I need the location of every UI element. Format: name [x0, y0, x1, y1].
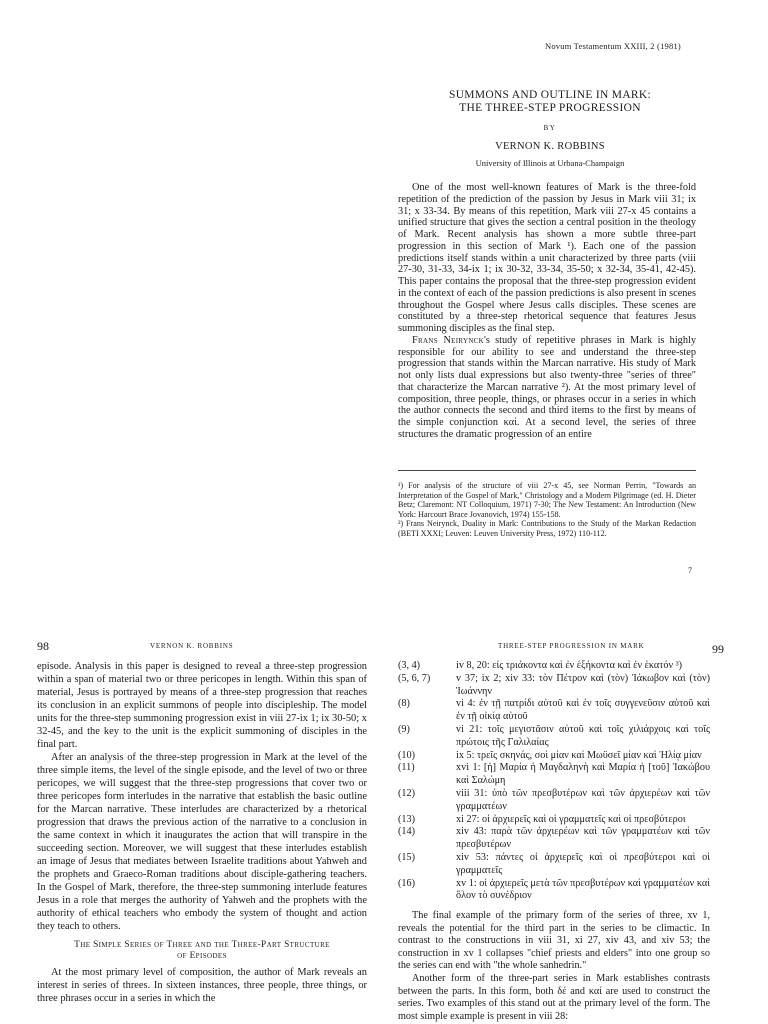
page-number-99: 99 — [712, 642, 724, 656]
list-item — [398, 878, 710, 904]
page7-paragraph-1: One of the most well-known features of Mark is the three-fold repetition of the prediction of the passion by Jesus in Mark viii 31; ix 31; x 33-34. By means of this repetition, Mark viii 27-x 45 contains a unified structure that gives the section a central position in the theology of Mark. Recent analysis has shown a more subtle three-part progression in this section of Mark ¹). Each one of the passion predictions itself stands within a unit characterized by three parts (viii 27-30, 31-33, 34-ix 1; ix 30-32, 33-34, 35-50; x 32-34, 35-41, 42-45). This paper contains the proposal that the three-step progression evident in the context of each of the passion predictions is also present in scenes throughout the Gospel where Jesus calls disciples. These scenes are constituted by a three-step rhetorical sequence that features Jesus summoning disciples as the final step. — [398, 182, 696, 334]
title-line-1: SUMMONS AND OUTLINE IN MARK: — [449, 89, 651, 101]
entry-text: xiv 53: πάντες οἱ ἀρχιερεῖς καὶ οἱ πρεσβύτεροι καὶ οἱ γραμματεῖς — [456, 851, 710, 876]
entry-text: vi 4: ἐν τῇ πατρίδι αὐτοῦ καὶ ἐν τοῖς συγγενεῦσιν αὐτοῦ καὶ ἐν τῇ οἰκίᾳ αὐτοῦ — [456, 698, 710, 723]
page-number-98: 98 — [37, 639, 49, 653]
footnote-2: ²) Frans Neirynck, Duality in Mark: Contributions to the Study of the Markan Redaction (BETI XXXI; Leuven: Leuven University Press, 1972) 110-112. — [398, 519, 696, 538]
footnote-1: ¹) For analysis of the structure of viii 27-x 45, see Norman Perrin, "Towards an Interpretation of the Gospel of Mark," Christology and a Modern Pilgrimage (ed. H. Dieter Betz; Claremont: NT Colloquium, 1971) 7-30; The New Testament: An Introduction (New York: Harcourt Brace Jovanovich, 1974) 155-158. — [398, 481, 696, 519]
running-header-right: THREE-STEP PROGRESSION IN MARK — [498, 642, 645, 650]
page7-paragraph-2-text: 's study of repetitive phrases in Mark is highly responsible for our ability to see and understand the three-step progression that stands within the Marcan narrative. His study of Mark not only lists dual expressions but also twenty-three "series of three" that characterize the Marcan narrative ²). At the most primary level of composition, three people, things, or phrases occur in a series in which the author connects the second and third items to the first by means of the simple conjunction καί. At a second level, the series of three structures the dramatic progression of an entire — [398, 334, 696, 440]
entry-label: (10) — [398, 749, 415, 761]
entry-label: (5, 6, 7) — [398, 672, 431, 684]
section-heading-line-1: The Simple Series of Three and the Three-Part Structure — [74, 940, 330, 950]
list-item — [398, 750, 710, 763]
page7-footnotes — [398, 481, 696, 539]
entry-label: (16) — [398, 877, 415, 889]
author-affiliation: University of Illinois at Urbana-Champaign — [475, 158, 625, 168]
page98-paragraph-2: After an analysis of the three-step progression in Mark at the level of the three simple items, the level of the single episode, and the level of two or three pericopes, we will suggest that the three-step progressions that cover two or three pericopes form interludes in the narrative that establish the basic outline for the Marcan narrative. These interludes are characterized by a rhetorical progression that draws the previous action of the narrative to a conclusion in the same context in which it inaugurates the action that will transpire in the succeeding section. Moreover, we will suggest that these interludes establish an image of Jesus that mediates between Israelite traditions about Yahweh and the prophets and Graeco-Roman traditions about disciple-gathering teachers. In the Gospel of Mark, therefore, the three-step summoning interlude features Jesus in a role that merges the authority of Yahweh and the prophets with the authority of ethical teachers who embody the system of thought and action they teach to others. — [37, 752, 367, 932]
list-item — [398, 724, 710, 750]
page98-paragraph-1: episode. Analysis in this paper is designed to reveal a three-step progression within a span of material two or three pericopes in length. Within this span of material, Jesus is portrayed by means of a three-step progression that reaches its conclusion in an explicit summons of people into discipleship. The model units for the three-step summoning progression exist in viii 27-ix 1; ix 30-50; x 32-45, and the key to the unit is the explicit summoning of disciples in the final part. — [37, 661, 367, 750]
list-item — [398, 826, 710, 852]
page98-paragraph-3: At the most primary level of composition, the author of Mark reveals an interest in series of threes. In sixteen instances, three people, three things, or three phrases occur in a series in which the — [37, 967, 367, 1004]
author-name: VERNON K. ROBBINS — [495, 141, 605, 152]
entry-text: v 37; ix 2; xiv 33: τὸν Πέτρον καὶ (τὸν) Ἰάκωβον καὶ (τὸν) Ἰωάννην — [456, 672, 710, 697]
footnote-rule — [398, 470, 696, 471]
page98-body — [37, 660, 367, 1005]
author-reference-neirynck: Frans Neirynck — [412, 334, 485, 346]
entry-label: (14) — [398, 826, 415, 838]
entry-label: (13) — [398, 813, 415, 825]
entry-label: (8) — [398, 698, 410, 710]
greek-series-list — [398, 660, 710, 903]
entry-label: (12) — [398, 787, 415, 799]
page7-paragraph-2 — [398, 335, 696, 441]
entry-label: (3, 4) — [398, 660, 421, 671]
entry-label: (15) — [398, 851, 415, 863]
journal-reference: Novum Testamentum XXIII, 2 (1981) — [545, 41, 681, 51]
entry-text: xi 27: οἱ ἀρχιερεῖς καὶ οἱ γραμματεῖς καὶ οἱ πρεσβύτεροι — [456, 813, 686, 825]
page-number-7: 7 — [688, 566, 692, 575]
entry-text: xiv 43: παρὰ τῶν ἀρχιερέων καὶ τῶν γραμματέων καὶ τῶν πρεσβυτέρων — [456, 826, 710, 851]
article-title — [400, 89, 700, 115]
entry-text: ix 5: τρεῖς σκηνάς, σοὶ μίαν καὶ Μωϋσεῖ μίαν καὶ Ἠλίᾳ μίαν — [456, 749, 702, 761]
entry-text: vi 21: τοῖς μεγιστᾶσιν αὐτοῦ καὶ τοῖς χιλιάρχοις καὶ τοῖς πρώτοις τῆς Γαλιλαίας — [456, 723, 710, 748]
list-item — [398, 698, 710, 724]
page7-body — [398, 182, 696, 441]
entry-text: viii 31: ὑπὸ τῶν πρεσβυτέρων καὶ τῶν ἀρχιερέων καὶ τῶν γραμματέων — [456, 787, 710, 812]
entry-text: xvi 1: [ἡ] Μαρία ἡ Μαγδαληνὴ καὶ Μαρία ἡ [τοῦ] Ἰακώβου καὶ Σαλώμη — [456, 762, 710, 787]
entry-label: (9) — [398, 723, 410, 735]
list-item — [398, 673, 710, 699]
by-label: BY — [543, 124, 557, 132]
list-item — [398, 660, 710, 673]
section-heading-line-2: of Episodes — [177, 951, 227, 961]
entry-text: xv 1: οἱ ἀρχιερεῖς μετὰ τῶν πρεσβυτέρων καὶ γραμματέων καὶ ὅλον τὸ συνέδριον — [456, 877, 710, 902]
page99-paragraph-2: Another form of the three-part series in Mark establishes contrasts between the parts. In this form, both δέ and καί are used to construct the series. Two examples of this stand out at the primary level of the form. The most simple example is present in viii 28: — [398, 972, 710, 1022]
list-item — [398, 762, 710, 788]
entry-label: (11) — [398, 762, 415, 774]
list-item — [398, 814, 710, 827]
list-item — [398, 788, 710, 814]
entry-text: iv 8, 20: εἰς τριάκοντα καὶ ἐν ἑξήκοντα καὶ ἐν ἑκατόν ³) — [456, 660, 683, 671]
page99-paragraph-1: The final example of the primary form of the series of three, xv 1, reveals the potential for the third part in the series to be climactic. In contrast to the constructions in viii 31, xi 27, xiv 43, and xiv 53; the construction in xv 1 collapses "chief priests and elders" into one group so the series can end with "the whole sanhedrin." — [398, 910, 710, 972]
section-heading — [37, 940, 367, 962]
page99-body — [398, 910, 710, 1023]
title-line-2: THE THREE-STEP PROGRESSION — [459, 102, 641, 114]
running-header-left: VERNON K. ROBBINS — [150, 642, 234, 650]
list-item — [398, 852, 710, 878]
